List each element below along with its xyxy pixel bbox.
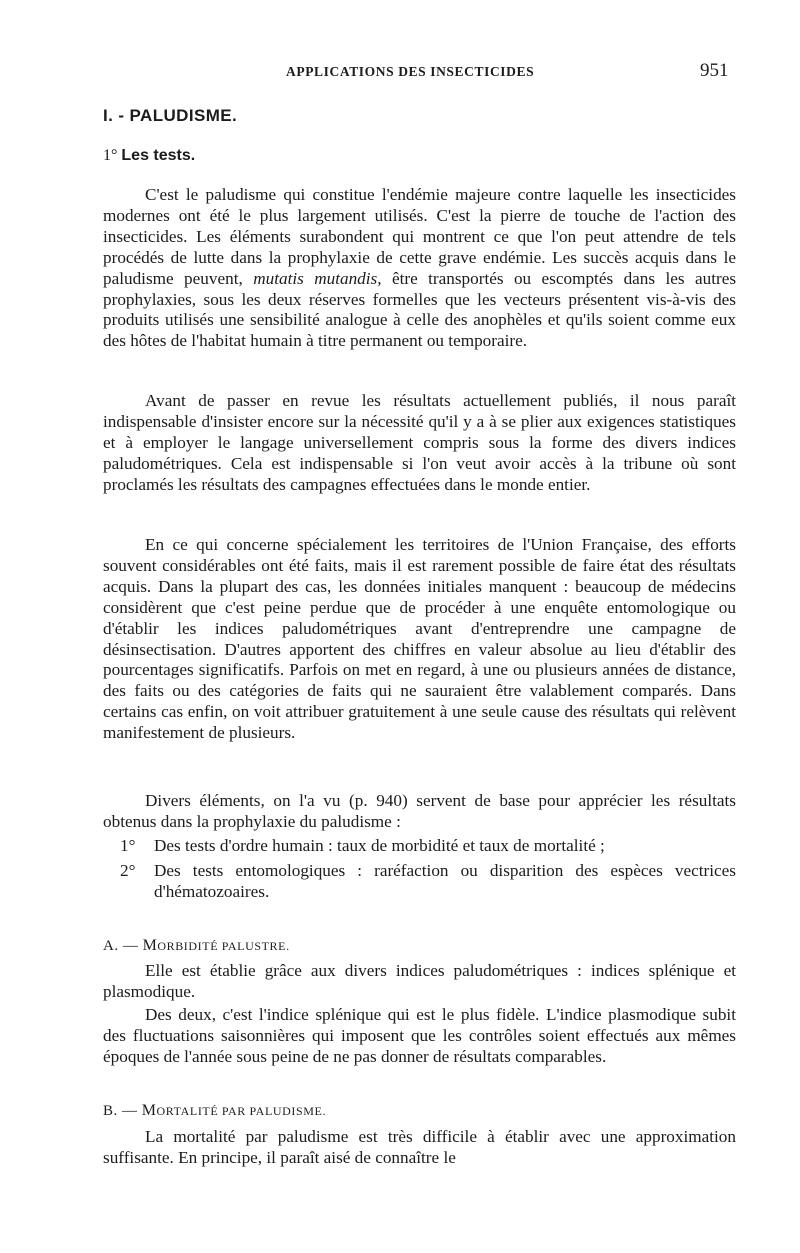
section-a-heading: [103, 937, 290, 955]
section-b-title-initial: M: [141, 1102, 157, 1119]
list-marker: 1°: [120, 836, 136, 855]
list-marker: 2°: [120, 861, 136, 880]
section-a-title-initial: M: [142, 937, 158, 954]
paragraph-2: Avant de passer en revue les résultats actuellement publiés, il nous paraît indispensable d'insister encore sur la nécessité qu'il y a à se plier aux exigences statistiques et à employer le langage universellement compris sous la forme des divers indices paludométriques. Cela est indispensable si l'on veut avoir accès à la tribune où sont proclamés les résultats des campagnes effectuées dans le monde entier.: [103, 391, 736, 494]
paragraph-3: En ce qui concerne spécialement les territoires de l'Union Française, des efforts souvent considérables ont été faits, mais il est rarement possible de faire état des résultats acquis. Dans la plupart des cas, les données initiales manquent : beaucoup de médecins considèrent que c'est peine perdue que de procéder à une enquête entomologique ou d'établir les indices paludométriques avant d'entreprendre une campagne de désinsectisation. D'autres apportent des chiffres en valeur absolue au lieu d'établir des pourcentages significatifs. Parfois on met en regard, à une ou plusieurs années de distance, des faits ou des catégories de faits qui ne sauraient être valablement comparés. Dans certains cas enfin, on voit attribuer gratuitement à une seule cause des résultats qui relèvent manifestement de plusieurs.: [103, 535, 736, 743]
test-list: [120, 835, 736, 906]
section-a-title-rest: ORBIDITÉ PALUSTRE.: [157, 939, 290, 953]
paragraph-1-italic: mutatis mutandis,: [253, 268, 382, 288]
list-item: [120, 835, 736, 856]
section-a-paragraph-1: Elle est établie grâce aux divers indices paludométriques : indices splénique et plasmodique.: [103, 961, 736, 1001]
section-b-label: B. —: [103, 1103, 138, 1119]
subsection-title: Les tests.: [121, 147, 196, 164]
running-title: APPLICATIONS DES INSECTICIDES: [286, 64, 535, 79]
paragraph-1: [103, 185, 736, 352]
paragraph-4: Divers éléments, on l'a vu (p. 940) servent de base pour apprécier les résultats obtenus dans la prophylaxie du paludisme :: [103, 791, 736, 831]
section-b-paragraph-1: La mortalité par paludisme est très difficile à établir avec une approximation suffisante. En principe, il paraît aisé de connaître le: [103, 1127, 736, 1167]
paragraph-1-part-1: C'est le paludisme qui constitue l'endémie majeure contre laquelle les insecticides modernes ont été le plus largement utilisés. C'est la pierre de touche de l'action des insecticides. Les éléments surabondent qui montrent ce que l'on peut attendre de tels procédés de lutte dans la prophylaxie de cette grave endémie. Les succès acquis dans le paludisme peuvent,: [103, 185, 736, 288]
section-a-label: A. —: [103, 938, 139, 954]
subsection-number: 1°: [103, 147, 118, 164]
page-number: 951: [700, 60, 729, 81]
list-item-text: Des tests entomologiques : raréfaction ou disparition des espèces vectrices d'hématozoaires.: [154, 861, 736, 901]
section-a-paragraph-2: Des deux, c'est l'indice splénique qui est le plus fidèle. L'indice plasmodique subit des fluctuations saisonnières qui imposent que les contrôles soient effectués aux mêmes époques de l'année sous peine de ne pas donner de résultats comparables.: [103, 1005, 736, 1066]
section-b-heading: [103, 1102, 326, 1120]
section-title: I. - PALUDISME.: [103, 106, 238, 125]
list-item-text: Des tests d'ordre humain : taux de morbidité et taux de mortalité ;: [154, 836, 605, 855]
section-b-title-rest: ORTALITÉ PAR PALUDISME.: [156, 1104, 327, 1118]
subsection-heading: [103, 147, 195, 165]
list-item: [120, 860, 736, 902]
paragraph-1-part-2: être transportés ou escomptés dans les autres prophylaxies, sous les deux réserves formelles que les vecteurs présentent vis-à-vis des produits utilisés une sensibilité analogue à celle des anophèles et qu'ils soient comme eux des hôtes de l'habitat humain à titre permanent ou temporaire.: [103, 268, 737, 351]
